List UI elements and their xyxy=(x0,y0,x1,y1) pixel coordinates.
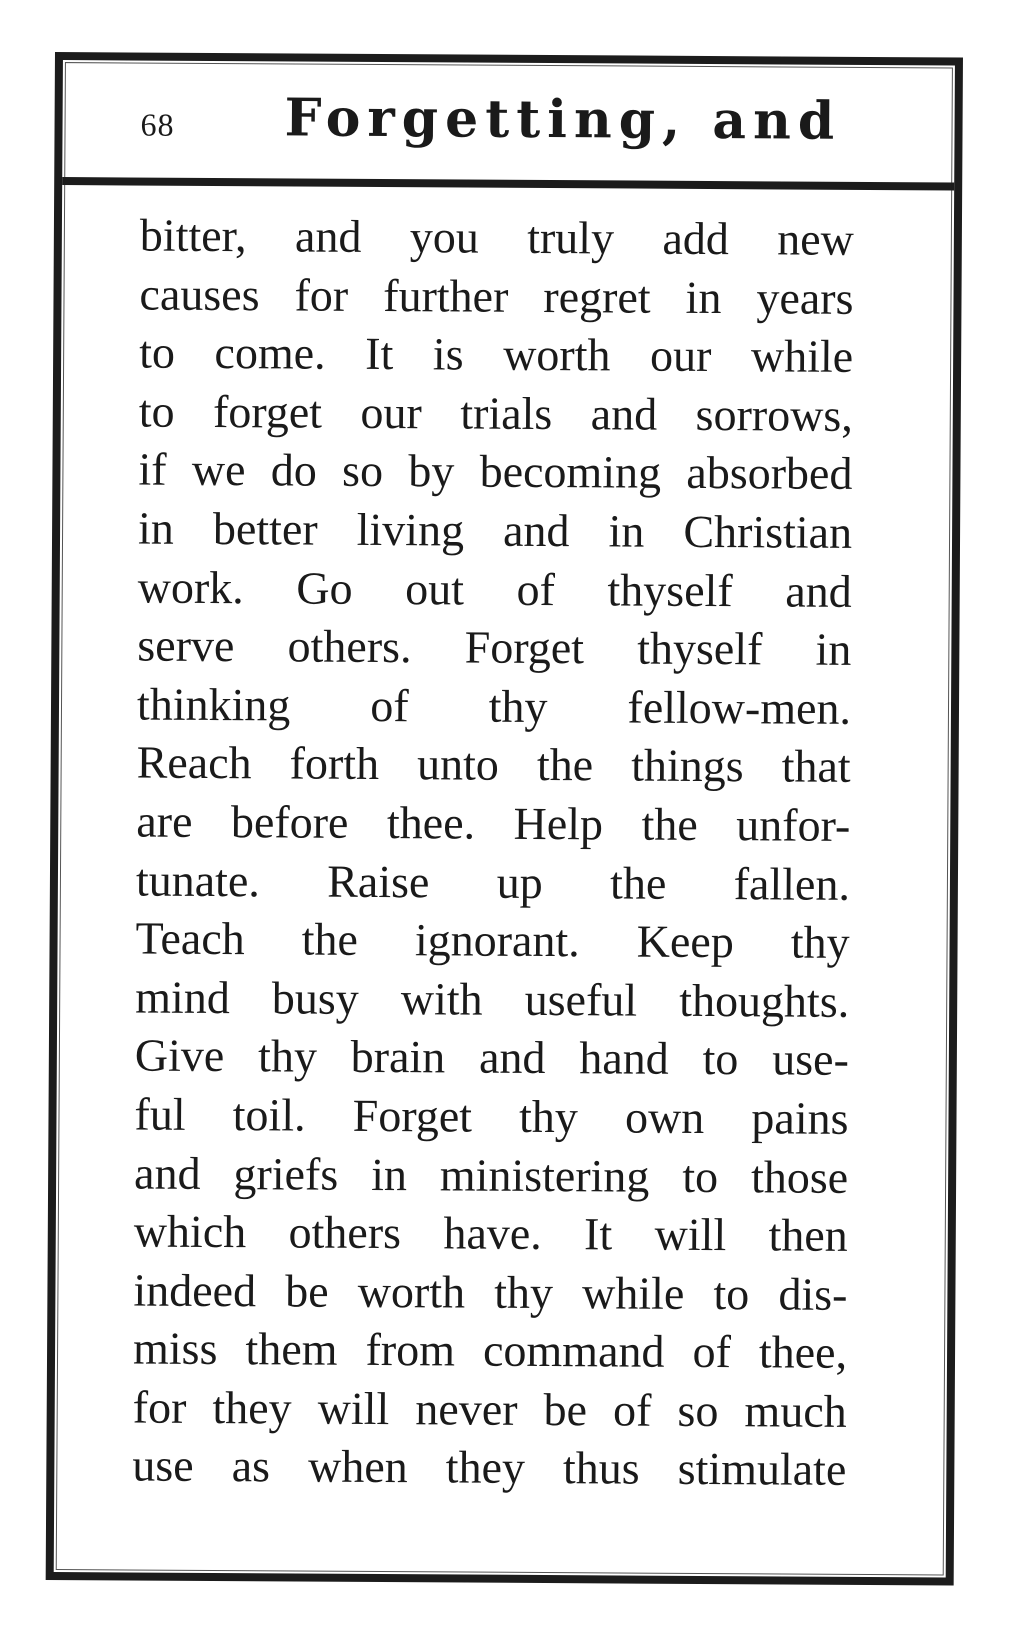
text-line: work. Go out of thyself and xyxy=(137,561,852,617)
text-line: tunate. Raise up the fallen. xyxy=(135,854,851,910)
text-line: and griefs in ministering to those xyxy=(134,1147,849,1203)
page-header xyxy=(62,60,955,190)
text-line: if we do so by becoming absorbed xyxy=(138,443,853,500)
text-line: Reach forth unto the things that xyxy=(136,736,851,793)
text-line: serve others. Forget thyself in xyxy=(137,619,852,676)
body-text xyxy=(132,207,854,1500)
text-line: for they will never be of so much xyxy=(132,1381,847,1437)
running-title: Forgetting, and xyxy=(284,87,842,152)
text-line: in better living and in Christian xyxy=(137,502,853,558)
text-line: ful toil. Forget thy own pains xyxy=(134,1088,849,1144)
text-line: bitter, and you truly add new xyxy=(139,209,855,265)
text-line: are before thee. Help the unfor- xyxy=(136,795,851,851)
text-line: mind busy with useful thoughts. xyxy=(135,971,850,1027)
text-line: indeed be worth thy while to dis- xyxy=(133,1264,848,1320)
text-line: to forget our trials and sorrows, xyxy=(138,385,853,441)
text-line: Give thy brain and hand to use- xyxy=(134,1029,850,1086)
text-line: to come. It is worth our while xyxy=(139,326,854,383)
text-line: which others have. It will then xyxy=(133,1205,848,1261)
text-line: use as when they thus stimulate xyxy=(132,1439,847,1496)
text-line: Teach the ignorant. Keep thy xyxy=(135,912,850,968)
page-number: 68 xyxy=(140,106,175,143)
text-line: miss them from command of thee, xyxy=(132,1322,848,1379)
page-border xyxy=(46,52,963,1586)
text-line: thinking of thy fellow-men. xyxy=(136,678,852,734)
text-line: causes for further regret in years xyxy=(139,268,854,324)
